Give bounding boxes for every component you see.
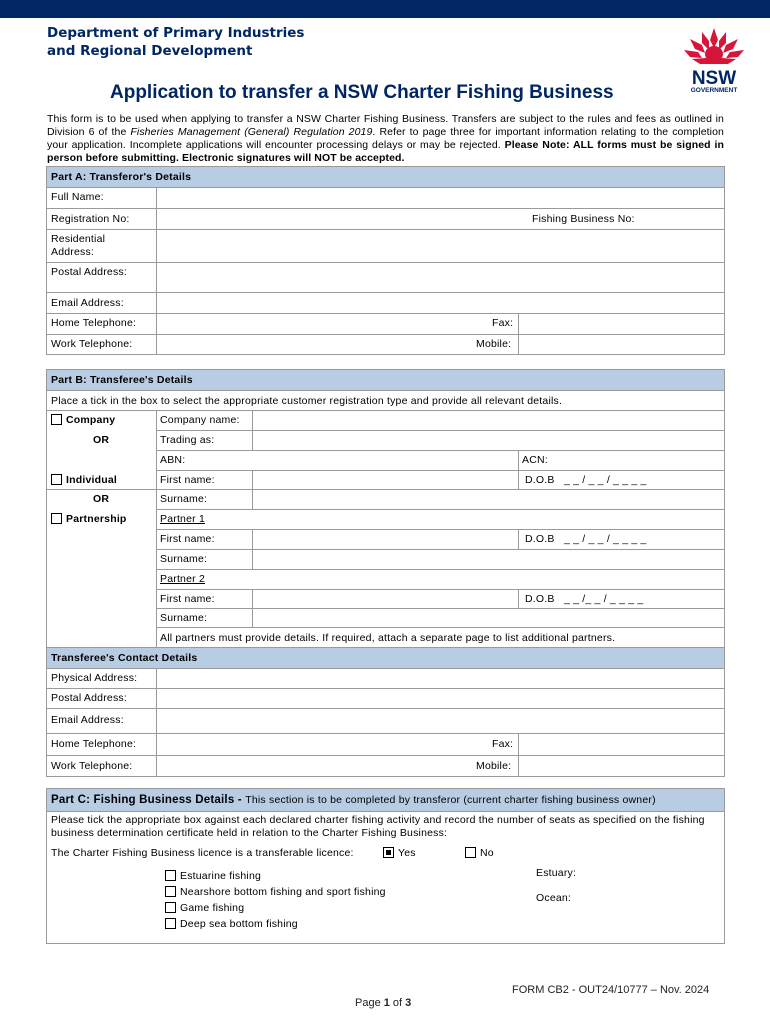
contact-postal-address-label: Postal Address: [51, 692, 127, 704]
yes-option[interactable]: Yes [383, 847, 416, 859]
licence-question: The Charter Fishing Business licence is a transferable licence: [51, 847, 354, 859]
part-b-section [46, 369, 725, 777]
mobile-field[interactable] [519, 335, 724, 355]
partner-2-first-name-label: First name: [160, 593, 215, 605]
company-option[interactable]: Company [51, 414, 115, 426]
mobile-label: Mobile: [476, 338, 512, 350]
form-reference: FORM CB2 - OUT24/10777 – Nov. 2024 [512, 984, 710, 996]
option-estuarine-fishing[interactable]: Estuarine fishing [165, 870, 261, 882]
contact-mobile-label: Mobile: [476, 760, 512, 772]
part-c-heading: Part C: Fishing Business Details - This section is to be completed by transferor (current charter fishing business owner) [47, 789, 724, 812]
partnership-option[interactable]: Partnership [51, 513, 127, 525]
residential-address-label-1: Residential [51, 233, 106, 245]
physical-address-field[interactable] [157, 669, 724, 688]
or-label-2: OR [93, 493, 110, 505]
ocean-seats-label: Ocean: [536, 892, 572, 904]
email-address-field[interactable] [157, 293, 724, 313]
contact-fax-label: Fax: [492, 738, 514, 750]
trading-as-label: Trading as: [160, 434, 215, 446]
fishing-business-no-label: Fishing Business No: [532, 213, 635, 225]
registration-no-label: Registration No: [51, 213, 130, 225]
game-fishing-checkbox[interactable] [165, 902, 176, 913]
yes-checkbox-checked[interactable] [383, 847, 394, 858]
work-telephone-label: Work Telephone: [51, 338, 133, 350]
surname-label: Surname: [160, 493, 208, 505]
partnership-checkbox[interactable] [51, 513, 62, 524]
company-name-label: Company name: [160, 414, 240, 426]
top-banner [0, 0, 770, 18]
deep-sea-checkbox[interactable] [165, 918, 176, 929]
fax-label: Fax: [492, 317, 514, 329]
partners-note: All partners must provide details. If required, attach a separate page to list additional partners. [160, 632, 616, 644]
logo-subtext: GOVERNMENT [690, 87, 738, 94]
nsw-waratah-logo [678, 26, 750, 94]
dob-label: D.O.B _ _ / _ _ / _ _ _ _ [525, 474, 647, 486]
postal-address-label: Postal Address: [51, 266, 127, 278]
option-game-fishing[interactable]: Game fishing [165, 902, 244, 914]
company-name-field[interactable] [253, 411, 724, 430]
contact-fax-field[interactable] [519, 734, 724, 755]
department-name: Department of Primary Industries and Regional Development [47, 25, 305, 59]
part-a-section [46, 166, 725, 355]
contact-work-telephone-label: Work Telephone: [51, 760, 133, 772]
abn-label: ABN: [160, 454, 186, 466]
residential-address-field[interactable] [157, 230, 724, 262]
partner-1-surname-label: Surname: [160, 553, 208, 565]
acn-field[interactable] [519, 451, 724, 470]
page-title: Application to transfer a NSW Charter Fishing Business [110, 82, 614, 103]
estuarine-checkbox[interactable] [165, 870, 176, 881]
first-name-label: First name: [160, 474, 215, 486]
postal-address-field[interactable] [157, 263, 724, 292]
registration-no-field[interactable] [157, 209, 527, 229]
contact-mobile-field[interactable] [519, 756, 724, 777]
contact-postal-address-field[interactable] [157, 689, 724, 708]
contact-email-address-field[interactable] [157, 709, 724, 733]
nearshore-checkbox[interactable] [165, 886, 176, 897]
part-b-instruction: Place a tick in the box to select the appropriate customer registration type and provide all relevant details. [51, 395, 563, 407]
abn-field[interactable] [253, 451, 518, 470]
partner-2-label: Partner 2 [160, 573, 205, 585]
full-name-label: Full Name: [51, 191, 104, 203]
home-telephone-label: Home Telephone: [51, 317, 137, 329]
work-telephone-field[interactable] [157, 335, 472, 355]
contact-home-telephone-label: Home Telephone: [51, 738, 137, 750]
partner-1-dob-label: D.O.B _ _ / _ _ / _ _ _ _ [525, 533, 647, 545]
residential-address-label-2: Address: [51, 246, 95, 258]
intro-paragraph: This form is to be used when applying to transfer a NSW Charter Fishing Business. Transfers are subject to the rules and fees as outlined in Division 6 of the Fisheries Management (General) Regulation 2019. Refer to page three for important information relating to the completion your application. Incomplete applications will encounter processing delays or may be rejected. Please Note: ALL forms must be signed in person before submitting. Electronic signatures will NOT be accepted. [47, 113, 724, 164]
no-checkbox[interactable] [465, 847, 476, 858]
option-deep-sea-fishing[interactable]: Deep sea bottom fishing [165, 918, 298, 930]
logo-text: NSW [691, 68, 737, 89]
partner-2-surname-label: Surname: [160, 612, 208, 624]
no-option[interactable]: No [465, 847, 494, 859]
estuary-seats-label: Estuary: [536, 867, 577, 879]
page-number: Page 1 of 3 [355, 997, 412, 1009]
email-address-label: Email Address: [51, 297, 124, 309]
full-name-field[interactable] [157, 188, 724, 208]
partner-2-dob-label: D.O.B _ _ /_ _ / _ _ _ _ [525, 593, 644, 605]
company-checkbox[interactable] [51, 414, 62, 425]
part-a-heading: Part A: Transferor's Details [47, 167, 724, 188]
trading-as-field[interactable] [253, 431, 724, 450]
part-b-heading: Part B: Transferee's Details [47, 370, 724, 391]
physical-address-label: Physical Address: [51, 672, 138, 684]
partner-1-label: Partner 1 [160, 513, 205, 525]
partner-1-first-name-label: First name: [160, 533, 215, 545]
part-c-section [46, 788, 725, 944]
fax-field[interactable] [519, 314, 724, 334]
contact-email-address-label: Email Address: [51, 714, 124, 726]
contact-details-heading: Transferee's Contact Details [47, 647, 724, 669]
part-c-instruction: Please tick the appropriate box against each declared charter fishing activity and record the number of seats as specified on the fishing business determination certificate held in relation to the Charter Fishing Business: [51, 814, 705, 839]
or-label-1: OR [93, 434, 110, 446]
home-telephone-field[interactable] [157, 314, 487, 334]
option-nearshore-fishing[interactable]: Nearshore bottom fishing and sport fishing [165, 886, 386, 898]
individual-option[interactable]: Individual [51, 474, 117, 486]
individual-checkbox[interactable] [51, 474, 62, 485]
acn-label: ACN: [522, 454, 548, 466]
